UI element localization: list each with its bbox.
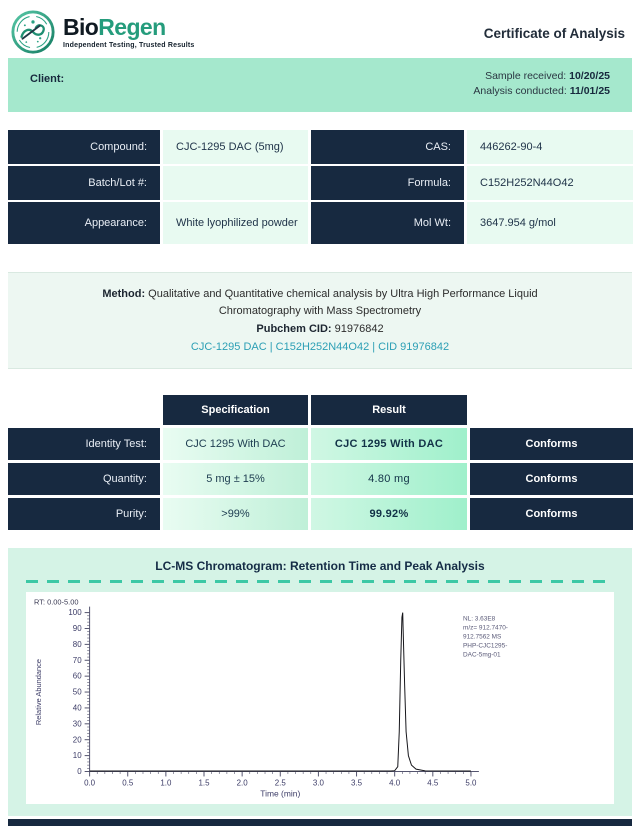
svg-text:2.0: 2.0 xyxy=(236,778,248,788)
specification-column-header: Specification xyxy=(163,395,308,425)
svg-text:Time (min): Time (min) xyxy=(260,788,301,799)
svg-text:PHP-CJC1295-: PHP-CJC1295- xyxy=(463,642,508,650)
footer-bar xyxy=(8,819,632,826)
purity-status: Conforms xyxy=(470,498,633,530)
dates-block xyxy=(473,69,610,112)
results-header-spacer-left xyxy=(8,395,160,425)
results-header-spacer-right xyxy=(470,395,633,425)
purity-specification: >99% xyxy=(163,498,308,530)
svg-text:30: 30 xyxy=(72,719,82,729)
identity-test-label: Identity Test: xyxy=(8,428,160,460)
method-description: Qualitative and Quantitative chemical analysis by Ultra High Performance Liquid Chromatography with Mass Spectrometry xyxy=(148,288,538,318)
svg-text:Relative Abundance: Relative Abundance xyxy=(33,659,43,726)
sample-received-line xyxy=(473,69,610,84)
purity-label: Purity: xyxy=(8,498,160,530)
method-panel xyxy=(8,272,632,369)
mol-wt-label: Mol Wt: xyxy=(311,202,464,244)
client-label: Client: xyxy=(30,73,65,85)
compound-value: CJC-1295 DAC (5mg) xyxy=(163,130,308,164)
svg-text:1.5: 1.5 xyxy=(198,778,210,788)
identity-test-status: Conforms xyxy=(470,428,633,460)
purity-result: 99.92% xyxy=(311,498,467,530)
svg-text:60: 60 xyxy=(72,671,82,681)
batch-lot-value xyxy=(163,166,308,200)
batch-lot-label: Batch/Lot #: xyxy=(8,166,160,200)
svg-text:1.0: 1.0 xyxy=(160,778,172,788)
formula-value: C152H252N44O42 xyxy=(467,166,633,200)
svg-text:0.5: 0.5 xyxy=(122,778,134,788)
analysis-conducted-label: Analysis conducted: xyxy=(473,84,567,97)
quantity-result: 4.80 mg xyxy=(311,463,467,495)
brand-text xyxy=(63,13,195,49)
svg-text:5.0: 5.0 xyxy=(465,778,477,788)
chromatogram-panel xyxy=(8,548,632,816)
compound-label: Compound: xyxy=(8,130,160,164)
brand-name-regen: Regen xyxy=(98,13,166,40)
brand-logo xyxy=(10,9,195,55)
brand-name xyxy=(63,13,195,40)
formula-label: Formula: xyxy=(311,166,464,200)
svg-text:3.5: 3.5 xyxy=(351,778,363,788)
svg-text:20: 20 xyxy=(72,735,82,745)
svg-text:80: 80 xyxy=(72,640,82,650)
svg-text:m/z= 912.7470-: m/z= 912.7470- xyxy=(463,624,508,632)
appearance-value: White lyophilized powder xyxy=(163,202,308,244)
results-table xyxy=(8,395,632,530)
result-column-header: Result xyxy=(311,395,467,425)
mol-wt-value: 3647.954 g/mol xyxy=(467,202,633,244)
chromatogram-title: LC-MS Chromatogram: Retention Time and Peak Analysis xyxy=(155,559,485,574)
svg-text:0.0: 0.0 xyxy=(84,778,96,788)
svg-text:DAC-5mg-01: DAC-5mg-01 xyxy=(463,651,501,659)
header xyxy=(0,0,640,58)
cas-label: CAS: xyxy=(311,130,464,164)
svg-text:10: 10 xyxy=(72,751,82,761)
cas-value: 446262-90-4 xyxy=(467,130,633,164)
bioregen-logo-icon xyxy=(10,9,56,55)
svg-text:90: 90 xyxy=(72,624,82,634)
pubchem-compound-link[interactable]: CJC-1295 DAC | C152H252N44O42 | CID 91976842 xyxy=(190,341,450,354)
svg-text:40: 40 xyxy=(72,703,82,713)
method-text xyxy=(80,286,560,320)
pubchem-line xyxy=(28,321,612,338)
document-title: Certificate of Analysis xyxy=(483,26,625,41)
identity-test-specification: CJC 1295 With DAC xyxy=(163,428,308,460)
svg-text:2.5: 2.5 xyxy=(274,778,286,788)
svg-text:4.5: 4.5 xyxy=(427,778,439,788)
svg-text:912.7562 MS: 912.7562 MS xyxy=(463,633,502,641)
svg-text:3.0: 3.0 xyxy=(312,778,324,788)
client-bar xyxy=(8,58,632,112)
dashed-divider xyxy=(26,580,614,583)
quantity-label: Quantity: xyxy=(8,463,160,495)
analysis-conducted-line xyxy=(473,84,610,99)
svg-text:70: 70 xyxy=(72,656,82,666)
compound-link-line xyxy=(28,339,612,356)
pubchem-cid-value: 91976842 xyxy=(334,323,384,336)
quantity-status: Conforms xyxy=(470,463,633,495)
analysis-conducted-value: 11/01/25 xyxy=(569,84,610,97)
svg-text:50: 50 xyxy=(72,687,82,697)
quantity-specification: 5 mg ± 15% xyxy=(163,463,308,495)
svg-text:0: 0 xyxy=(77,767,82,777)
pubchem-cid-label: Pubchem CID: xyxy=(256,323,332,336)
sample-received-label: Sample received: xyxy=(485,70,567,82)
compound-info-table xyxy=(8,130,632,244)
svg-text:100: 100 xyxy=(68,608,82,618)
svg-text:RT: 0.00-5.00: RT: 0.00-5.00 xyxy=(33,597,79,607)
appearance-label: Appearance: xyxy=(8,202,160,244)
brand-name-bio: Bio xyxy=(63,13,99,40)
chromatogram-svg xyxy=(32,596,608,800)
brand-tagline: Independent Testing, Trusted Results xyxy=(63,41,195,49)
sample-received-value: 10/20/25 xyxy=(569,70,610,82)
identity-test-result: CJC 1295 With DAC xyxy=(311,428,467,460)
chromatogram-chart-box xyxy=(26,592,614,804)
svg-text:4.0: 4.0 xyxy=(389,778,401,788)
svg-text:NL: 3.63E8: NL: 3.63E8 xyxy=(463,615,496,623)
method-label: Method: xyxy=(102,288,146,300)
